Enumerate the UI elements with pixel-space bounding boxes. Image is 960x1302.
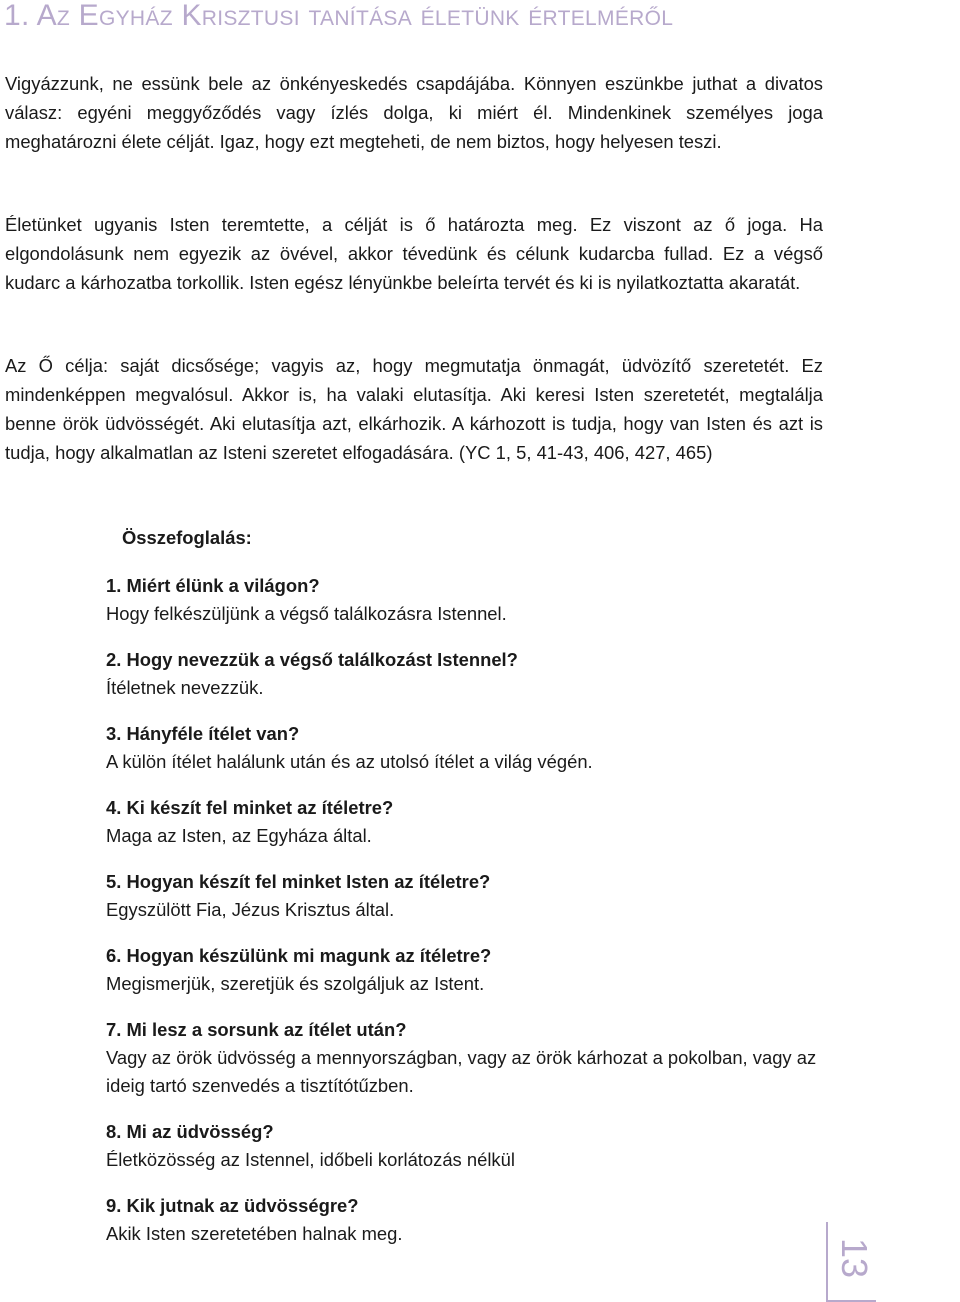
qa-item [106,794,836,850]
answer: Akik Isten szeretetében halnak meg. [106,1223,403,1244]
summary-title: Összefoglalás: [122,527,252,548]
qa-item [106,868,836,924]
paragraph-1: Vigyázzunk, ne essünk bele az önkényeskedés csapdájába. Könnyen eszünkbe juthat a divatos válasz: egyéni meggyőződés vagy ízlés dolga, ki miért él. Mindenkinek személyes joga meghatározni élete célját. Igaz, hogy ezt megteheti, de nem biztos, hogy helyesen teszi. [5,73,823,152]
qa-item [106,1016,836,1100]
question: 3. Hányféle ítélet van? [106,723,300,744]
qa-item [106,1192,836,1248]
qa-item [106,720,836,776]
qa-item [106,942,836,998]
question: 8. Mi az üdvösség? [106,1121,274,1142]
qa-list [106,572,836,1266]
question: 4. Ki készít fel minket az ítéletre? [106,797,394,818]
answer: Egyszülött Fia, Jézus Krisztus által. [106,899,395,920]
question: 9. Kik jutnak az üdvösségre? [106,1195,359,1216]
answer: A külön ítélet halálunk után és az utolsó ítélet a világ végén. [106,751,593,772]
paragraph-2: Életünket ugyanis Isten teremtette, a célját is ő határozta meg. Ez viszont az ő joga. Ha elgondolásunk nem egyezik az övével, akkor tévedünk és célunk kudarcba fullad. Ez a végső kudarc a kárhozatba torkollik. Isten egész lényünkbe beleírta tervét és ki is nyilatkoztatta akaratát. [5,214,823,293]
answer: Hogy felkészüljünk a végső találkozásra Istennel. [106,603,507,624]
question: 1. Miért élünk a világon? [106,575,320,596]
paragraph-3: Az Ő célja: saját dicsősége; vagyis az, hogy megmutatja önmagát, üdvözítő szeretetét. Ez mindenképpen megvalósul. Akkor is, ha valaki elutasítja. Aki keresi Isten szeretetét, megtalálja benne örök üdvösségét. Aki elutasítja azt, elkárhozik. A kárhozott is tudja, hogy van Isten és azt is tudja, hogy alkalmatlan az Isteni szeretet elfogadására. (YC 1, 5, 41-43, 406, 427, 465) [5,355,823,463]
qa-item [106,646,836,702]
qa-item [106,1118,836,1174]
question: 5. Hogyan készít fel minket Isten az ítéletre? [106,871,491,892]
answer: Vagy az örök üdvösség a mennyországban, vagy az örök kárhozat a pokolban, vagy az ideig tartó szenvedés a tisztítótűzben. [106,1047,817,1096]
page-number-tab [826,1222,876,1302]
page-number: 13 [834,1237,875,1279]
answer: Ítéletnek nevezzük. [106,677,264,698]
answer: Maga az Isten, az Egyháza által. [106,825,372,846]
question: 7. Mi lesz a sorsunk az ítélet után? [106,1019,407,1040]
chapter-heading: 1. Az Egyház Krisztusi tanítása életünk értelméről [4,0,674,32]
answer: Megismerjük, szeretjük és szolgáljuk az Istent. [106,973,485,994]
answer: Életközösség az Istennel, időbeli korlátozás nélkül [106,1149,515,1170]
question: 6. Hogyan készülünk mi magunk az ítéletre? [106,945,492,966]
qa-item [106,572,836,628]
question: 2. Hogy nevezzük a végső találkozást Istennel? [106,649,518,670]
